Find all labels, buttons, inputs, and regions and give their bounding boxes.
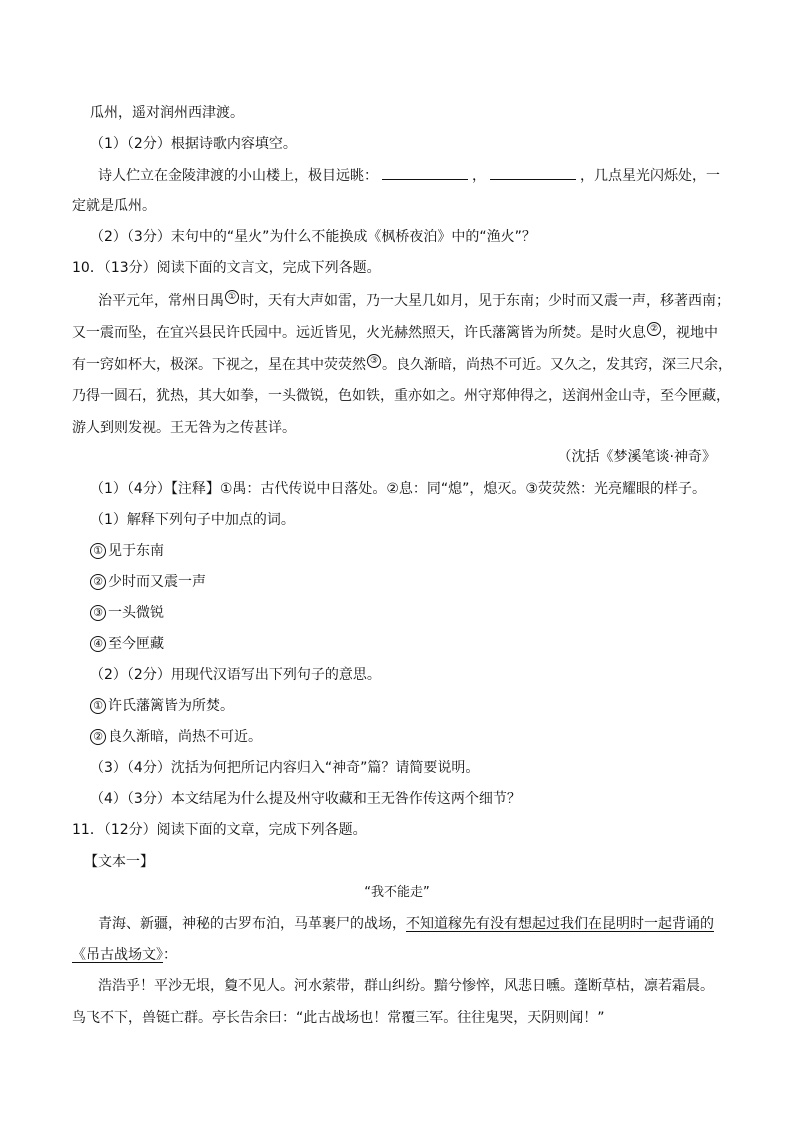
question-10-4: （4）（3分）本文结尾为什么提及州守收藏和王无咎作传这两个细节？ (90, 791, 521, 807)
item-text: 少时而又震一声 (108, 574, 206, 590)
article-line-1 (98, 914, 753, 934)
passage-text: 有一窍如杯大，极深。下视之，星在其中荧荧然 (72, 357, 366, 373)
article-text: 青海、新疆，神秘的古罗布泊，马革裹尸的战场， (98, 916, 406, 932)
poem-note-line: 瓜州，遥对润州西津渡。 (90, 105, 244, 121)
text-one-label: 【文本一】 (84, 854, 154, 870)
question-10-1: （1）解释下列句子中加点的词。 (90, 512, 295, 528)
question-9-2: （2）（3分）末句中的“星火”为什么不能换成《枫桥夜泊》中的“渔火”？ (90, 229, 536, 245)
footnote-marker: ① (225, 290, 239, 304)
underlined-text: 不知道稼先有没有想起过我们在昆明时一起背诵的 (406, 916, 714, 932)
footnote-marker: ③ (367, 354, 381, 368)
article-text: ： (163, 947, 177, 963)
passage-line-2 (72, 322, 727, 343)
fill-text-a: 诗人伫立在金陵津渡的小山楼上，极目远眺： (98, 168, 378, 184)
list-item (90, 696, 745, 716)
question-11-header: 11．（12分）阅读下面的文章，完成下列各题。 (72, 822, 367, 838)
list-item (90, 572, 745, 592)
question-9-1-text (98, 165, 753, 186)
passage-line-1 (98, 290, 753, 311)
article-line-4: 鸟飞不下，兽铤亡群。亭长告余曰：“此古战场也！常覆三军。往往鬼哭，天阴则闻！” (72, 1010, 605, 1026)
item-text: 至今匣藏 (108, 636, 164, 652)
item-text: 许氏藩篱皆为所焚。 (108, 698, 234, 714)
underlined-text: 《吊古战场文》 (72, 947, 163, 963)
passage-text: 治平元年，常州日禺 (98, 293, 224, 309)
footnote-marker: ② (647, 322, 661, 336)
fill-sep: ， (472, 168, 486, 184)
article-line-3: 浩浩乎！平沙无垠，敻不见人。河水萦带，群山纠纷。黯兮惨悴，风悲日曛。蓬断草枯，凛若霜晨。 (98, 978, 714, 994)
passage-text: ，视地中 (662, 325, 718, 341)
answer-blank-1[interactable] (382, 165, 468, 180)
list-item (90, 603, 745, 623)
question-9-1: （1）（2分）根据诗歌内容填空。 (90, 136, 297, 152)
item-text: 良久渐暗，尚热不可近。 (108, 729, 262, 745)
answer-blank-2[interactable] (490, 165, 576, 180)
passage-line-3 (72, 354, 732, 375)
item-number: ④ (90, 636, 106, 652)
item-number: ③ (90, 605, 106, 621)
list-item (90, 727, 745, 747)
passage-text: 。良久渐暗，尚热不可近。又久之，发其窍，深三尺余， (382, 357, 732, 373)
passage-source: （沈括《梦溪笔谈·神奇》 (557, 449, 716, 465)
item-text: 一头微锐 (108, 605, 164, 621)
question-10-3: （3）（4分）沈括为何把所记内容归入“神奇”篇？请简要说明。 (90, 760, 480, 776)
item-number: ① (90, 698, 106, 714)
question-9-1-text-cont: 定就是瓜州。 (72, 198, 156, 214)
passage-line-4: 乃得一圆石，犹热，其大如拳，一头微锐，色如铁，重亦如之。州守郑伸得之，送润州金山寺，至今匣藏， (72, 388, 730, 404)
fill-text-b: ，几点星光闪烁处，一 (580, 168, 720, 184)
article-line-2 (72, 945, 727, 965)
list-item (90, 541, 745, 561)
question-10-2: （2）（2分）用现代汉语写出下列句子的意思。 (90, 667, 381, 683)
passage-notes: （1）（4分）【注释】①禺：古代传说中日落处。②息：同“熄”，熄灭。③荧荧然：光亮耀眼的样子。 (90, 481, 706, 497)
passage-text: 又一震而坠，在宜兴县民许氏园中。远近皆见，火光赫然照天，许氏藩篱皆为所焚。是时火息 (72, 325, 646, 341)
question-10-header: 10．（13分）阅读下面的文言文，完成下列各题。 (72, 260, 381, 276)
list-item (90, 634, 745, 654)
passage-line-5: 游人到则发视。王无咎为之传甚详。 (72, 420, 296, 436)
item-number: ② (90, 574, 106, 590)
item-number: ② (90, 729, 106, 745)
article-title: “我不能走” (364, 885, 430, 900)
item-number: ① (90, 543, 106, 559)
passage-text: 时，天有大声如雷，乃一大星几如月，见于东南；少时而又震一声，移著西南； (240, 293, 730, 309)
item-text: 见于东南 (108, 543, 164, 559)
